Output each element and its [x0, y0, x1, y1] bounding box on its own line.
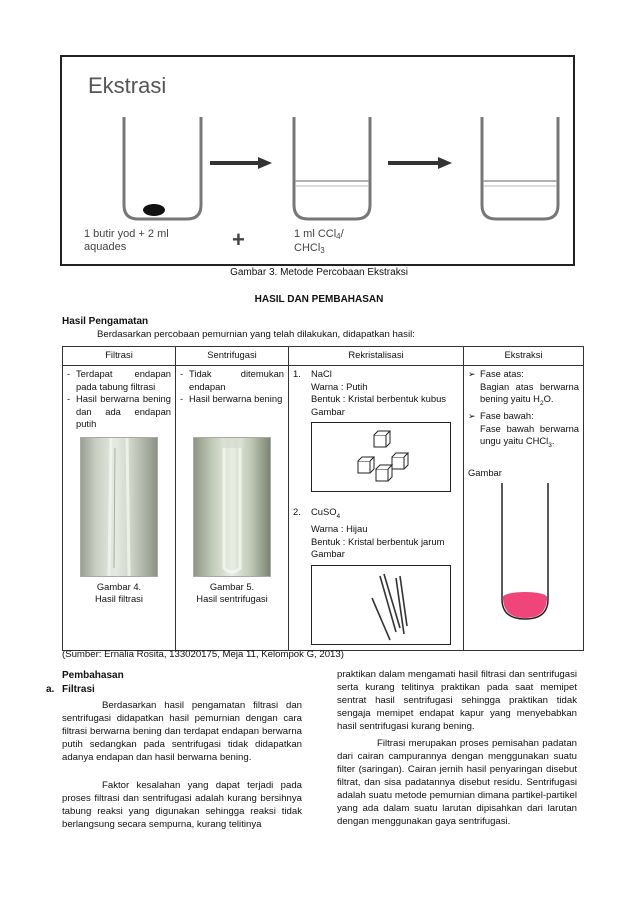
cell-rekristalisasi: [289, 366, 464, 651]
sub-letter: a.: [46, 684, 55, 695]
cell-sentrifugasi: [176, 366, 289, 651]
cuso4-crystal-image: [311, 565, 451, 645]
cube-crystals: [312, 423, 450, 491]
filter-tube-image: [81, 438, 157, 576]
label-right-2: CHCl3: [294, 242, 325, 255]
right-paragraph-2: Filtrasi merupakan proses pemisahan padatan dari cairan campurannya dengan menggunakan suatu filter (saringan). Cairan jernih hasil penyaringan disebut filtrat, dan sisa padatannya disebut residu. Sentrifugasi adalah suatu metode pemurnian dimana partikel-partikel yang ada dalam suatu larutan dipisahkan dari larutan dengan menggunakan gaya sentrifugasi.: [337, 738, 577, 827]
rekris-bentuk-1: Bentuk : Kristal berbentuk kubus: [311, 393, 446, 404]
rekris-bentuk-2: Bentuk : Kristal berbentuk jarum: [311, 535, 445, 547]
fase-bawah-end: .: [551, 435, 555, 447]
iodine-pellet: [143, 204, 165, 216]
fase-bawah-desc: Fase bawah berwarna ungu yaitu CHCl: [480, 422, 579, 447]
rekris-name-2-sub: 4: [336, 512, 341, 520]
hasil-heading: Hasil Pengamatan: [62, 316, 149, 327]
ekstraksi-tube-image: [498, 481, 579, 625]
pembahasan-heading: Pembahasan: [62, 670, 124, 681]
fase-bawah-label: ➢ Fase bawah:: [480, 410, 534, 422]
lower-phase-surface: [503, 592, 547, 602]
beaker-2: [294, 117, 370, 219]
sentrifugasi-item: - Hasil berwarna bening: [180, 393, 284, 406]
sentrifugasi-photo: [193, 437, 271, 577]
rekris-gambar-1: Gambar: [311, 405, 345, 417]
beaker-1: [124, 117, 201, 219]
plus-sign: +: [232, 227, 245, 252]
fase-atas-desc: Bagian atas berwarna bening yaitu H: [480, 380, 579, 404]
filtrasi-item: - Terdapat endapan pada tabung filtrasi: [67, 368, 171, 393]
fase-atas-end: O.: [543, 393, 554, 404]
rekris-warna-2: Warna : Hijau: [311, 523, 368, 535]
rekris-name-1: NaCl: [311, 368, 332, 379]
sentrifugasi-item: - Tidak ditemukan endapan: [180, 368, 284, 393]
test-tube: [498, 481, 552, 621]
filtrasi-caption-1: Gambar 4.: [96, 580, 142, 592]
hasil-intro: Berdasarkan percobaan pemurnian yang telah dilakukan, didapatkan hasil:: [97, 329, 415, 340]
label-left-2: aquades: [84, 241, 127, 253]
cell-filtrasi: [63, 366, 176, 651]
extraction-diagram: [62, 57, 573, 264]
rekris-num-1: 1.: [293, 368, 301, 379]
left-paragraph-1: Berdasarkan hasil pengamatan filtrasi dan sentrifugasi didapatkan hasil pemurnian dengan cara filtrasi berwarna bening dan terdapat endapan berwarna putih sedangkan pada sentrifugasi tidak didapatkan adanya endapan dan hasil berwarna bening.: [62, 700, 302, 763]
observation-table: [62, 346, 584, 651]
filtrasi-caption-2: Hasil filtrasi: [95, 593, 143, 604]
header-rekristalisasi: Rekristalisasi: [289, 347, 464, 366]
centrifuge-tube-image: [194, 438, 270, 576]
sentrifugasi-caption-1: Gambar 5.: [209, 580, 255, 592]
fase-atas-sub: 2: [539, 399, 544, 407]
figure-title: Ekstrasi: [88, 73, 167, 98]
filtrasi-item: - Hasil berwarna bening dan ada endapan putih: [67, 393, 171, 431]
section-title: HASIL DAN PEMBAHASAN: [254, 294, 384, 305]
rekris-num-2: 2.: [293, 506, 301, 517]
label-left-1: 1 butir yod + 2 ml: [84, 228, 169, 240]
right-paragraph-1: praktikan dalam mengamati hasil filtrasi dan sentrifugasi serta kurang telitinya praktikan pada saat memipet sentrat hasil sentrifugasi sehingga praktikan tidak sengaja memipet endapat kapur yang menyebabkan hasil sentrifugasi kurang bening.: [337, 669, 577, 732]
header-filtrasi: Filtrasi: [63, 347, 176, 366]
rekris-name-2: CuSO: [311, 506, 337, 517]
rekris-gambar-2: Gambar: [311, 548, 345, 560]
sentrifugasi-caption-2: Hasil sentrifugasi: [196, 593, 268, 604]
filtrasi-subheading: Filtrasi: [62, 684, 95, 695]
rekris-warna-1: Warna : Putih: [311, 380, 368, 392]
filtrasi-photo: [80, 437, 158, 577]
beaker-3: [482, 117, 558, 219]
fase-atas-label: ➢ Fase atas:: [480, 368, 524, 379]
header-sentrifugasi: Sentrifugasi: [176, 347, 289, 366]
figure-3-caption: Gambar 3. Metode Percobaan Ekstraksi: [230, 267, 408, 278]
fase-bawah-sub: 3: [548, 442, 552, 450]
source-note: (Sumber: Ernalia Rosita, 133020175, Meja 11, Kelompok G, 2013): [62, 649, 344, 660]
nacl-crystal-image: [311, 422, 451, 492]
label-right-1: 1 ml CCl4/: [294, 228, 344, 241]
left-paragraph-2: Faktor kesalahan yang dapat terjadi pada proses filtrasi dan sentrifugasi adalah kurang bersihnya tabung reaksi yang digunakan sehingga reaksi tidak berlangsung secara sempurna, kurang telitinya: [62, 780, 302, 830]
ekstraksi-gambar: Gambar: [468, 466, 502, 478]
header-ekstraksi: Ekstraksi: [464, 347, 584, 366]
needle-crystals: [312, 566, 450, 644]
cell-ekstraksi: [464, 366, 584, 651]
figure-3-frame: [60, 55, 575, 266]
